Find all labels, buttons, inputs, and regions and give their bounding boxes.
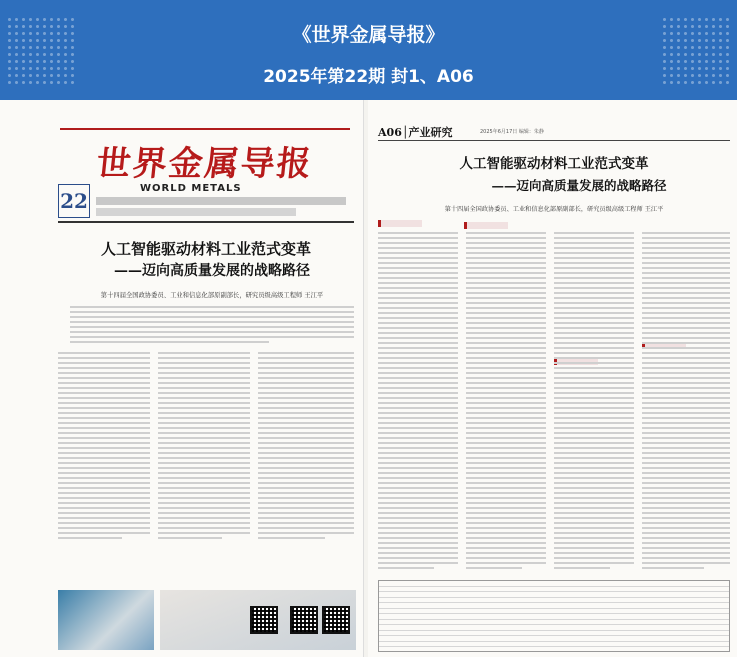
front-subheadline: ——迈向高质量发展的战略路径 (114, 263, 310, 279)
header-banner (0, 0, 737, 100)
masthead: 世界金属导报 (94, 144, 315, 184)
publication-info-line (96, 208, 296, 216)
inner-page (368, 100, 737, 657)
body-column (158, 352, 250, 542)
inner-byline: 第十四届全国政协委员、工业和信息化部原副部长，研究员级高级工程师 王江平 (444, 206, 664, 213)
body-column (642, 232, 730, 572)
divider (58, 221, 354, 223)
inner-subheadline: ——迈向高质量发展的战略路径 (491, 178, 667, 193)
section-tag (464, 222, 508, 229)
masthead-english: WORLD METALS (140, 183, 242, 194)
front-page (0, 100, 364, 657)
qr-code (250, 606, 278, 634)
page-label: A06│产业研究 (378, 126, 453, 139)
body-column (554, 232, 634, 572)
advertisement-image (58, 590, 154, 650)
body-column (58, 352, 150, 542)
inner-headline: 人工智能驱动材料工业范式变革 (459, 156, 649, 172)
issue-number: 22 (58, 184, 90, 218)
body-column (378, 232, 458, 572)
banner-issue: 2025年第22期 封1、A06 (263, 67, 474, 87)
body-column (258, 352, 354, 542)
banner-title: 《世界金属导报》 (292, 24, 445, 46)
section-tag (378, 220, 422, 227)
publication-info-line (96, 197, 346, 205)
page-date: 2025年6月17日 编辑：朱静 (480, 129, 544, 135)
divider (378, 140, 730, 141)
qr-code (322, 606, 350, 634)
qr-code (290, 606, 318, 634)
data-table (378, 580, 730, 652)
masthead-rule (60, 128, 350, 130)
body-column (466, 232, 546, 572)
front-headline: 人工智能驱动材料工业范式变革 (100, 240, 311, 258)
front-byline: 第十四届全国政协委员、工业和信息化部原副部长，研究员级高级工程师 王江平 (100, 292, 324, 299)
abstract-text (70, 306, 354, 346)
